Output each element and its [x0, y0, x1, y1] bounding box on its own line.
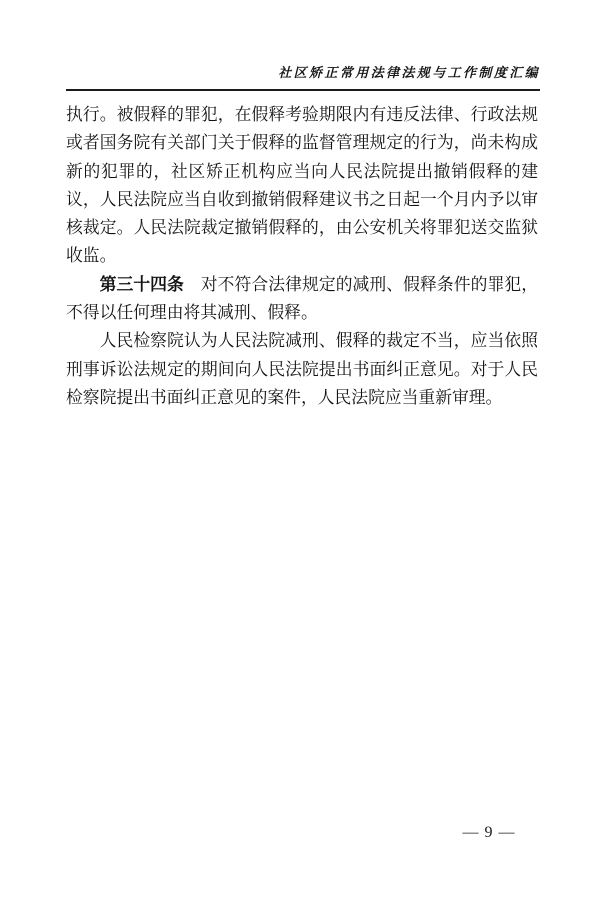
page-content: [66, 101, 538, 412]
text-line: 刑事诉讼法规定的期间向人民法院提出书面纠正意见。对于人民: [66, 359, 538, 379]
page-number: — 9 —: [462, 824, 516, 841]
text-line: 不得以任何理由将其减刑、假释。: [66, 303, 318, 323]
text-line: 收监。: [66, 246, 117, 266]
text-line: [66, 271, 538, 299]
text-line: 或者国务院有关部门关于假释的监督管理规定的行为，尚未构成: [66, 133, 538, 153]
article-number: 第三十四条: [99, 274, 184, 294]
header-rule: [66, 89, 540, 91]
text-line: 执行。被假释的罪犯，在假释考验期限内有违反法律、行政法规: [66, 105, 538, 124]
text-line: 人民检察院认为人民法院减刑、假释的裁定不当，应当依照: [99, 331, 538, 351]
text-line: 核裁定。人民法院裁定撤销假释的，由公安机关将罪犯送交监狱: [66, 218, 538, 238]
text-line: 议，人民法院应当自收到撤销假释建议书之日起一个月内予以审: [66, 189, 538, 209]
running-header-title: 社区矫正常用法律法规与工作制度汇编: [278, 65, 540, 80]
article-text: 对不符合法律规定的减刑、假释条件的罪犯，: [183, 274, 538, 294]
text-line: 检察院提出书面纠正意见的案件，人民法院应当重新审理。: [66, 387, 503, 407]
text-line: 新的犯罪的，社区矫正机构应当向人民法院提出撤销假释的建: [66, 161, 538, 181]
